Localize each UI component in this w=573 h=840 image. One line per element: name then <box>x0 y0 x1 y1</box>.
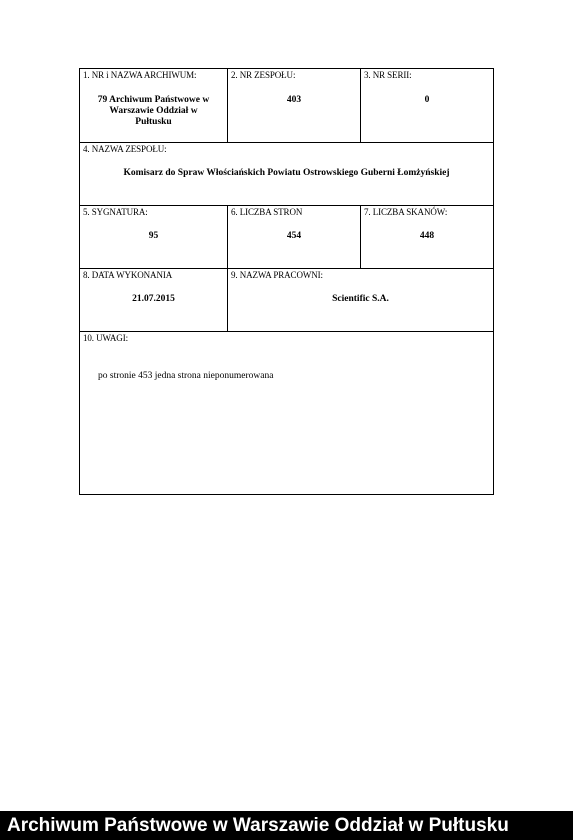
cell-archive <box>80 69 228 142</box>
form-row-counts <box>80 206 493 269</box>
notes-label: 10. UWAGI: <box>83 333 128 343</box>
signature-label: 5. SYGNATURA: <box>83 207 148 217</box>
notes-value: po stronie 453 jedna strona nieponumerowana <box>98 371 274 381</box>
archive-label: 1. NR i NAZWA ARCHIWUM: <box>83 70 197 80</box>
series-value: 0 <box>424 95 430 105</box>
cell-notes <box>80 332 493 494</box>
scans-label: 7. LICZBA SKANÓW: <box>364 207 448 217</box>
cell-fond-number <box>228 69 361 142</box>
form-row-archive <box>80 69 493 143</box>
cell-pages <box>228 206 361 268</box>
studio-label: 9. NAZWA PRACOWNI: <box>231 270 323 280</box>
cell-series <box>361 69 493 142</box>
archive-value: 79 Archiwum Państwowe w Warszawie Oddział w Pułtusku <box>97 95 210 127</box>
cell-fond-name <box>80 143 493 205</box>
form-row-fond-name <box>80 143 493 206</box>
form-row-execution <box>80 269 493 332</box>
cell-signature <box>80 206 228 268</box>
series-label: 3. NR SERII: <box>364 70 412 80</box>
fond-number-label: 2. NR ZESPOŁU: <box>231 70 296 80</box>
scans-value: 448 <box>419 231 435 241</box>
cell-date <box>80 269 228 331</box>
archive-footer-banner: Archiwum Państwowe w Warszawie Oddział w Pułtusku <box>0 811 573 840</box>
cell-scans <box>361 206 493 268</box>
date-value: 21.07.2015 <box>132 294 175 304</box>
date-label: 8. DATA WYKONANIA <box>83 270 173 280</box>
fond-number-value: 403 <box>286 95 302 105</box>
cell-studio <box>228 269 493 331</box>
fond-name-label: 4. NAZWA ZESPOŁU: <box>83 144 167 154</box>
signature-value: 95 <box>148 231 159 241</box>
pages-label: 6. LICZBA STRON <box>231 207 303 217</box>
studio-value: Scientific S.A. <box>332 294 389 304</box>
pages-value: 454 <box>286 231 302 241</box>
fond-name-value: Komisarz do Spraw Włościańskich Powiatu Ostrowskiego Guberni Łomżyńskiej <box>123 168 450 178</box>
form-row-notes <box>80 332 493 494</box>
metadata-form <box>79 68 494 495</box>
